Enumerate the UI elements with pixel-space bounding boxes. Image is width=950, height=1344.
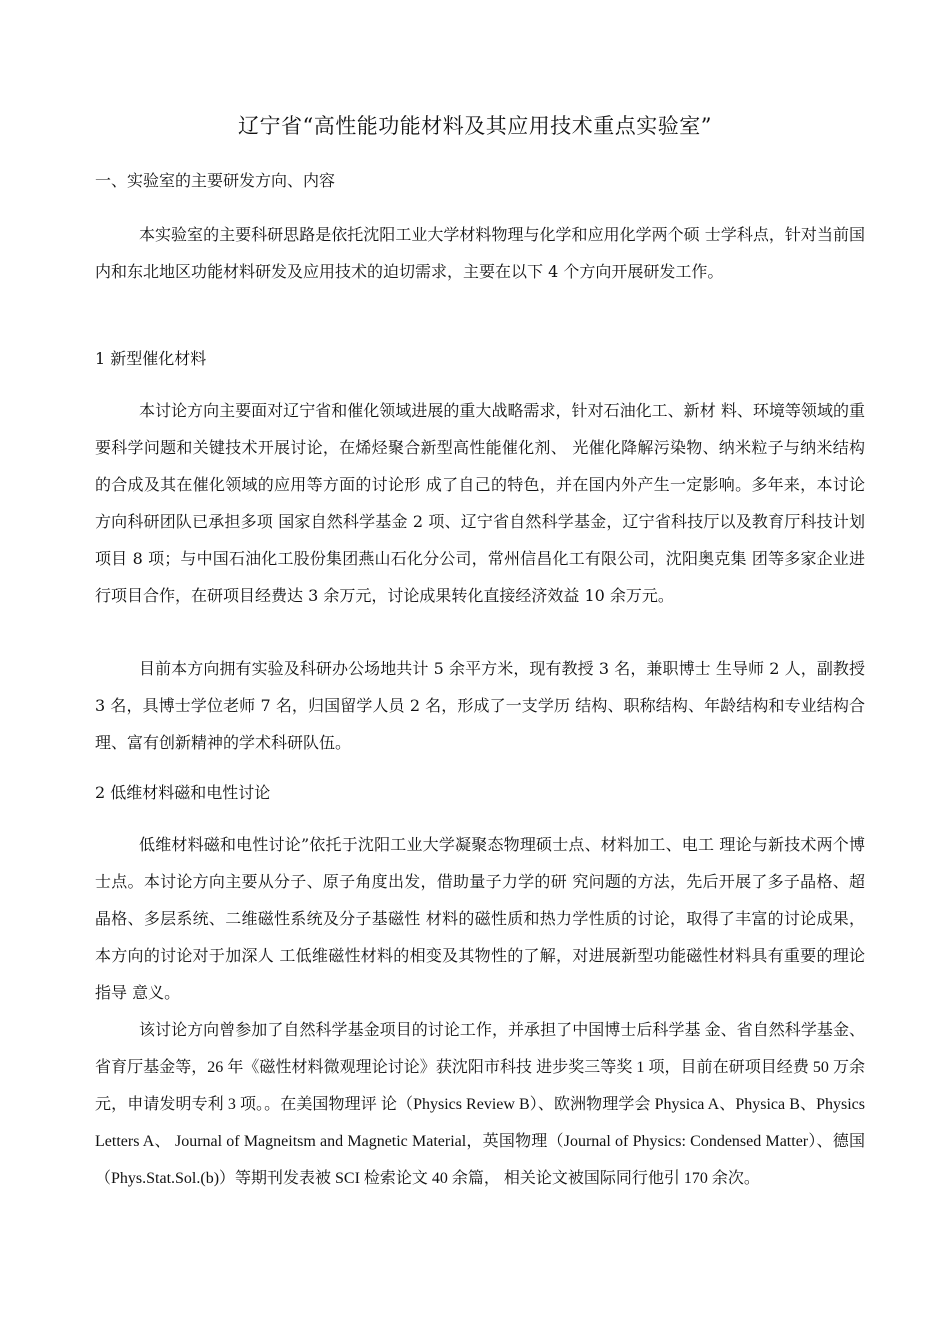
intro-paragraph: 本实验室的主要科研思路是依托沈阳工业大学材料物理与化学和应用化学两个硕 士学科点，针对当前国内和东北地区功能材料研发及应用技术的迫切需求，主要在以下 4 个方向开展研发工作。 <box>95 225 865 281</box>
document-title: 辽宁省“高性能功能材料及其应用技术重点实验室” <box>238 114 712 138</box>
direction-2-heading: 2 低维材料磁和电性讨论 <box>95 783 271 802</box>
direction-1-heading: 1 新型催化材料 <box>95 349 207 368</box>
direction-2-paragraph-2: 该讨论方向曾参加了自然科学基金项目的讨论工作，并承担了中国博士后科学基 金、省自然科学基金、省育厅基金等，26 年《磁性材料微观理论讨论》获沈阳市科技 进步奖三等奖 1 项，目前在研项目经费 50 万余元，申请发明专利 3 项。。在美国物理评 论（Physics Review B）、欧洲物理学会 Physica A、Physica B、Physics Letters A、 Journal of Magneitsm and Magnetic Material，英国物理（Journal of Physics: Condensed Matter）、德国（Phys.Stat.Sol.(b)）等期刊发表被 SCI 检索论文 40 余篇， 相关论文被国际同行他引 170 余次。 <box>95 1022 865 1187</box>
section-heading-research-directions: 一、实验室的主要研发方向、内容 <box>95 171 336 190</box>
direction-1-paragraph-2: 目前本方向拥有实验及科研办公场地共计 5 余平方米，现有教授 3 名，兼职博士 生导师 2 人，副教授 3 名，具博士学位老师 7 名，归国留学人员 2 名，形成了一支学历 结构、职称结构、年龄结构和专业结构合理、富有创新精神的学术科研队伍。 <box>95 659 865 752</box>
direction-1-paragraph-1: 本讨论方向主要面对辽宁省和催化领域进展的重大战略需求，针对石油化工、新材 料、环境等领域的重要科学问题和关键技术开展讨论，在烯烃聚合新型高性能催化剂、 光催化降解污染物、纳米粒子与纳米结构的合成及其在催化领域的应用等方面的讨论形 成了自己的特色，并在国内外产生一定影响。多年来，本讨论方向科研团队已承担多项 国家自然科学基金 2 项、辽宁省自然科学基金，辽宁省科技厅以及教育厅科技计划项目 8 项；与中国石油化工股份集团燕山石化分公司，常州信昌化工有限公司，沈阳奥克集 团等多家企业进行项目合作，在研项目经费达 3 余万元，讨论成果转化直接经济效益 10 余万元。 <box>95 401 865 605</box>
direction-2-paragraph-1: 低维材料磁和电性讨论”依托于沈阳工业大学凝聚态物理硕士点、材料加工、电工 理论与新技术两个博士点。本讨论方向主要从分子、原子角度出发，借助量子力学的研 究问题的方法，先后开展了多子晶格、超晶格、多层系统、二维磁性系统及分子基磁性 材料的磁性质和热力学性质的讨论，取得了丰富的讨论成果，本方向的讨论对于加深人 工低维磁性材料的相变及其物性的了解，对进展新型功能磁性材料具有重要的理论指导 意义。 <box>95 835 865 1002</box>
